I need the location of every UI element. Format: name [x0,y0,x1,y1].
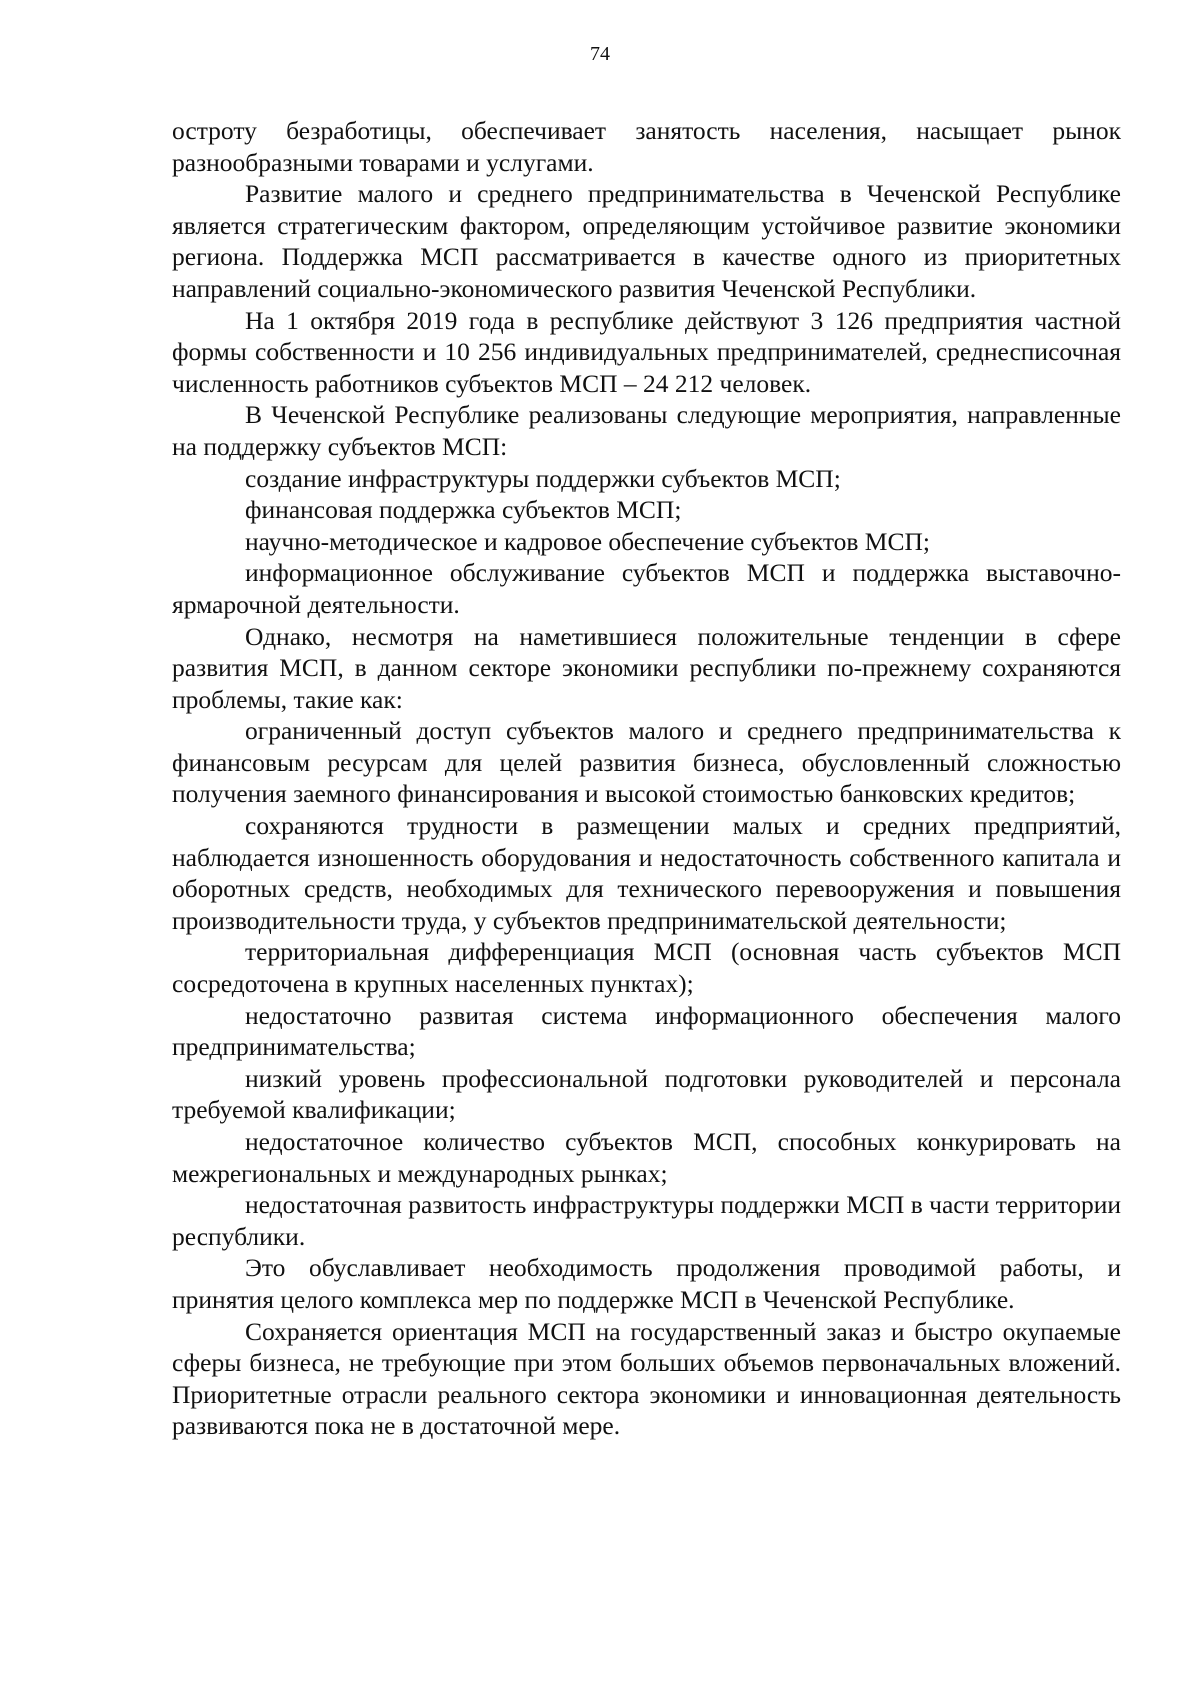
paragraph: Сохраняется ориентация МСП на государственный заказ и быстро окупаемые сферы бизнеса, не требующие при этом больших объемов первоначальных вложений. Приоритетные отрасли реального сектора экономики и инновационная деятельность развиваются пока не в достаточной мере. [172,1316,1121,1441]
list-item: недостаточная развитость инфраструктуры поддержки МСП в части территории республики. [172,1190,1121,1251]
list-item: территориальная дифференциация МСП (основная часть субъектов МСП сосредоточена в крупных населенных пунктах); [172,937,1121,999]
list-item: недостаточное количество субъектов МСП, способных конкурировать на межрегиональных и международных рынках; [172,1127,1121,1188]
body-text [172,115,1121,1442]
list-item: научно-методическое и кадровое обеспечение субъектов МСП; [245,526,930,556]
list-item: недостаточно развитая система информационного обеспечения малого предпринимательства; [172,1000,1121,1062]
paragraph: Однако, несмотря на наметившиеся положительные тенденции в сфере развития МСП, в данном секторе экономики республики по-прежнему сохраняются проблемы, такие как: [172,621,1121,714]
list-item: низкий уровень профессиональной подготовки руководителей и персонала требуемой квалификации; [172,1063,1121,1125]
paragraph: В Чеченской Республике реализованы следующие мероприятия, направленные на поддержку субъектов МСП: [172,400,1121,461]
list-item: сохраняются трудности в размещении малых и средних предприятий, наблюдается изношенность оборудования и недостаточность собственного капитала и оборотных средств, необходимых для технического перевооружения и повышения производительности труда, у субъектов предпринимательской деятельности; [172,811,1121,935]
list-item: ограниченный доступ субъектов малого и среднего предпринимательства к финансовым ресурсам для целей развития бизнеса, обусловленный сложностью получения заемного финансирования и высокой стоимостью банковских кредитов; [172,716,1121,809]
page-number: 74 [590,43,610,65]
paragraph: Это обуславливает необходимость продолжения проводимой работы, и принятия целого комплекса мер по поддержке МСП в Чеченской Республике. [172,1253,1121,1314]
list-item: финансовая поддержка субъектов МСП; [245,495,682,525]
paragraph: Развитие малого и среднего предпринимательства в Чеченской Республике является стратегическим фактором, определяющим устойчивое развитие экономики региона. Поддержка МСП рассматривается в качестве одного из приоритетных направлений социально-экономического развития Чеченской Республики. [172,179,1121,303]
paragraph-continuation: остроту безработицы, обеспечивает занятость населения, насыщает рынок разнообразными товарами и услугами. [172,116,1121,177]
list-item: информационное обслуживание субъектов МСП и поддержка выставочно-ярмарочной деятельности. [172,558,1121,619]
paragraph: На 1 октября 2019 года в республике действуют 3 126 предприятия частной формы собственности и 10 256 индивидуальных предпринимателей, среднесписочная численность работников субъектов МСП – 24 212 человек. [172,305,1121,398]
list-item: создание инфраструктуры поддержки субъектов МСП; [245,463,841,493]
